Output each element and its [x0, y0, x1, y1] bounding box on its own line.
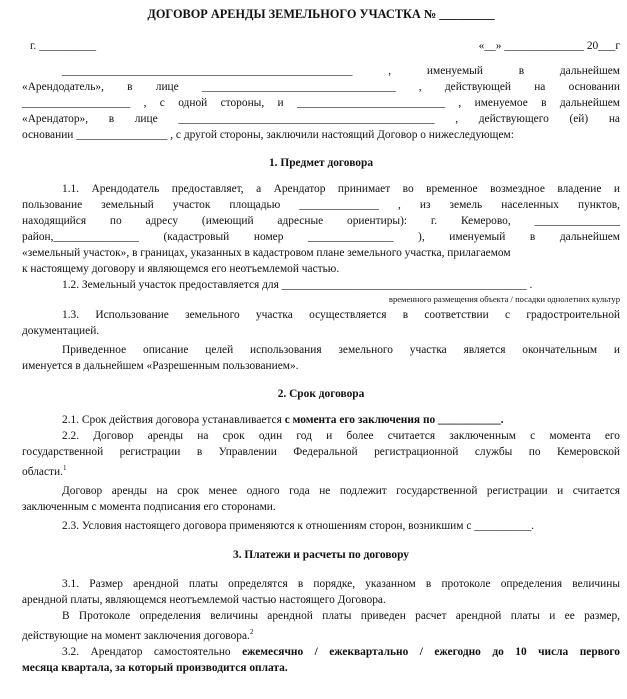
clause-2-2 [22, 428, 620, 480]
clause-line: Договор аренды на срок менее одного года не подлежит государственной регистрации и считается [62, 484, 620, 497]
preamble-line: основании ________________ , с другой стороны, заключили настоящий Договор о нижеследующем: [22, 129, 514, 141]
clause-line [22, 644, 620, 660]
city-field: г. __________ [30, 40, 97, 52]
clause-line: заключенным с момента подписания его сторонами. [22, 500, 276, 513]
clause-line: документацией. [22, 325, 100, 337]
clause-2-1-text: 2.1. Срок действия договора устанавливается [62, 414, 285, 426]
clause-line: 3.1. Размер арендной платы определятся в порядке, указанном в протоколе определения величины [62, 577, 620, 590]
clause-line: арендной платы, являющемся неотъемлемой частью настоящего Договора. [22, 593, 386, 606]
clause-1-3 [22, 307, 620, 339]
document-title: ДОГОВОР АРЕНДЫ ЗЕМЕЛЬНОГО УЧАСТКА № _________ [147, 7, 495, 21]
clause-line: именуется в дальнейшем «Разрешенным пользованием». [22, 360, 299, 372]
clause-line [22, 460, 620, 480]
clause-line-text: области. [22, 465, 63, 478]
preamble-line: «Арендатор», в лице _____________________________________________ , действующего (ей) на [22, 113, 620, 125]
date-field: «__» ______________ 20___г [478, 40, 620, 52]
clause-3-1 [22, 576, 620, 608]
clause-line [22, 624, 620, 644]
clause-2-1 [22, 412, 620, 428]
clause-3-2-schedule: ежемесячно / ежеквартально / ежегодно до 10 числа первого [242, 645, 621, 658]
clause-2-1-term: с момента его заключения по ___________. [284, 414, 504, 426]
footnote-mark: 2 [249, 627, 254, 636]
clause-line: В Протоколе определения величины арендной платы приведен расчет арендной платы и ее размер, [62, 609, 620, 622]
clause-line: 1.3. Использование земельного участка осуществляется в соответствии с градостроительной [62, 309, 620, 321]
clause-3-2 [22, 644, 620, 676]
section-2-heading: 2. Срок договора [277, 388, 365, 400]
clause-line: «земельный участок», в границах, указанных в кадастровом плане земельного участка, прилагаемом [22, 247, 511, 259]
clause-2-2-note [22, 483, 620, 515]
section-3-heading: 3. Платежи и расчеты по договору [233, 548, 409, 561]
preamble-line: ___________________________________________________ , именуемый в дальнейшем [62, 65, 620, 77]
clause-1-3-description [22, 342, 620, 374]
clause-2-3: 2.3. Условия настоящего договора применяются к отношениям сторон, возникшим с __________. [62, 519, 535, 532]
contract-document [22, 0, 620, 676]
clause-3-1-protocol [22, 608, 620, 644]
clause-line: Приведенное описание целей использования земельного участка является окончательным и [62, 344, 620, 356]
preamble [22, 63, 620, 143]
clause-1-1 [22, 181, 620, 277]
clause-line: к настоящему договору и являющемся его неотъемлемой частью. [22, 263, 340, 275]
preamble-line: «Арендодатель», в лице __________________________________ , действующей на основании [22, 81, 620, 93]
clause-line: 2.2. Договор аренды на срок один год и более считается заключенным с момента его [62, 430, 620, 442]
clause-line: 1.1. Арендодатель предоставляет, а Арендатор принимает во временное возмездное владение и [62, 183, 620, 195]
section-1-heading: 1. Предмет договора [268, 157, 374, 169]
clause-line: пользование земельный участок площадью ______________ , из земель населенных пунктов, [22, 199, 620, 211]
clause-1-2-note: временного размещения объекта / посадки однолетних культур [388, 294, 620, 304]
clause-3-2-text: 3.2. Арендатор самостоятельно [62, 645, 243, 658]
place-date-row [22, 38, 620, 54]
clause-line: государственной регистрации в Управлении Федеральной регистрационной службы по Кемеровской [22, 446, 620, 458]
clause-line: находящийся по адресу (имеющий адресные ориентиры): г. Кемерово, _______________ [22, 215, 620, 227]
footnote-mark: 1 [62, 464, 67, 472]
clause-line: месяца квартала, за который производится оплата. [22, 661, 288, 674]
preamble-line: ___________________ , с одной стороны, и __________________________ , именуемое в дальнейшем [22, 97, 620, 109]
clause-line: район,_______________ (кадастровый номер _______________ ), именуемый в дальнейшем [22, 231, 620, 243]
clause-1-2: 1.2. Земельный участок предоставляется для ___________________________________________ . [62, 279, 533, 291]
clause-line-text: действующие на момент заключения договора. [22, 629, 250, 642]
